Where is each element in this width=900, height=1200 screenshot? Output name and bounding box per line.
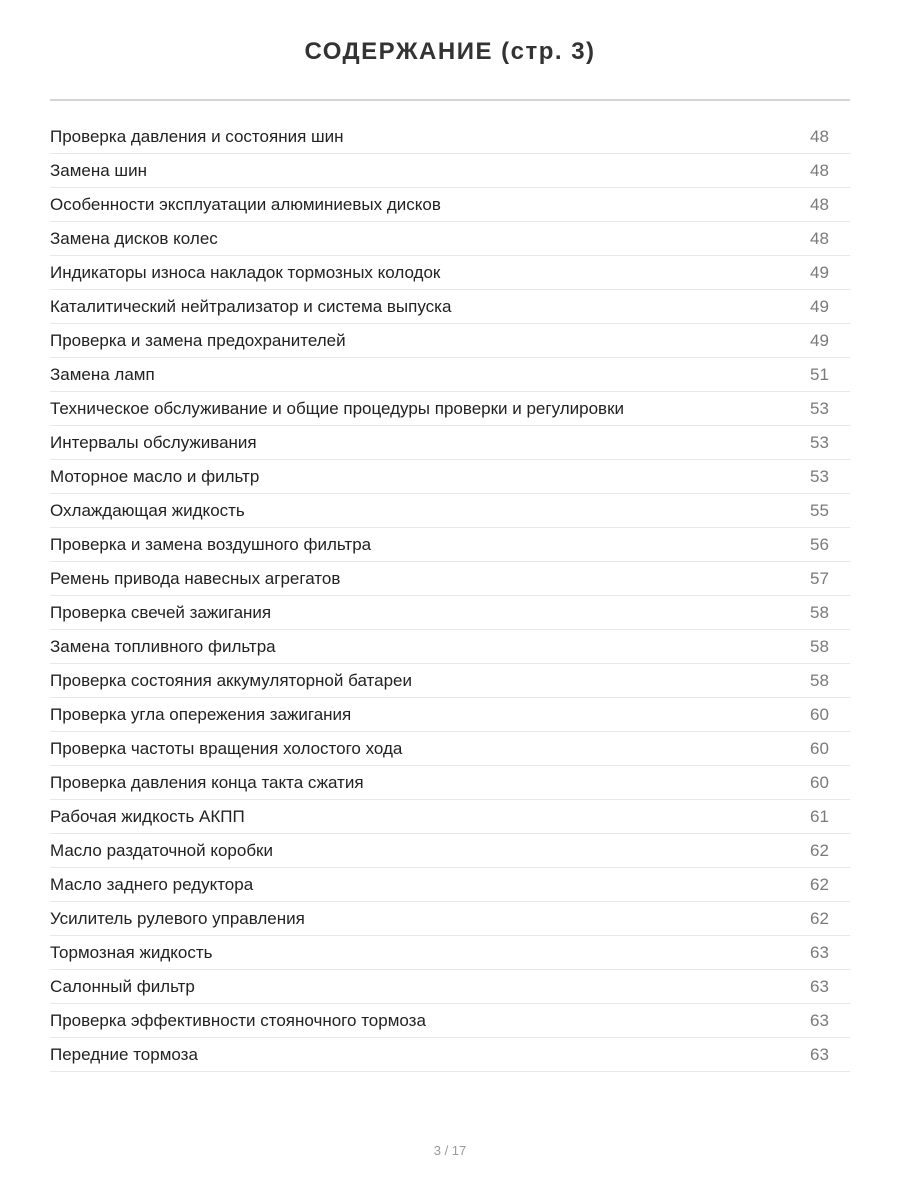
toc-entry-title: Масло заднего редуктора xyxy=(50,874,254,894)
toc-entry-page: 60 xyxy=(810,704,829,724)
toc-entry-title: Каталитический нейтрализатор и система выпуска xyxy=(50,296,452,316)
toc-entry[interactable] xyxy=(50,358,850,392)
page-title: СОДЕРЖАНИЕ (стр. 3) xyxy=(304,38,596,65)
toc-entry[interactable] xyxy=(50,256,850,290)
toc-entry-title: Интервалы обслуживания xyxy=(50,432,257,452)
toc-entry-title: Масло раздаточной коробки xyxy=(50,840,273,860)
toc-entry-title: Проверка состояния аккумуляторной батареи xyxy=(50,670,412,690)
toc-entry-title: Проверка и замена воздушного фильтра xyxy=(50,534,372,554)
toc-entry[interactable] xyxy=(50,834,850,868)
toc-entry-page: 62 xyxy=(810,840,829,860)
toc-entry[interactable] xyxy=(50,562,850,596)
toc-entry-title: Замена шин xyxy=(50,160,147,180)
toc-entry-title: Салонный фильтр xyxy=(50,976,195,996)
toc-entry-page: 58 xyxy=(810,670,829,690)
title-divider xyxy=(50,99,850,101)
toc-entry-page: 48 xyxy=(810,160,829,180)
toc-entry-page: 57 xyxy=(810,568,829,588)
toc-entry-title: Проверка угла опережения зажигания xyxy=(50,704,352,724)
toc-entry-page: 62 xyxy=(810,908,829,928)
toc-entry-title: Техническое обслуживание и общие процедуры проверки и регулировки xyxy=(50,398,625,418)
toc-entry-title: Проверка эффективности стояночного тормоза xyxy=(50,1010,426,1030)
toc-entry[interactable] xyxy=(50,154,850,188)
toc-entry[interactable] xyxy=(50,1038,850,1072)
toc-entry-title: Проверка свечей зажигания xyxy=(50,602,272,622)
table-of-contents xyxy=(50,120,850,1072)
toc-entry-page: 48 xyxy=(810,194,829,214)
toc-entry-page: 49 xyxy=(810,296,829,316)
toc-entry-title: Тормозная жидкость xyxy=(50,942,213,962)
toc-entry[interactable] xyxy=(50,426,850,460)
toc-entry-title: Индикаторы износа накладок тормозных колодок xyxy=(50,262,441,282)
toc-entry-title: Рабочая жидкость АКПП xyxy=(50,806,245,826)
toc-entry[interactable] xyxy=(50,324,850,358)
toc-entry[interactable] xyxy=(50,698,850,732)
toc-entry-title: Передние тормоза xyxy=(50,1044,198,1064)
toc-entry-page: 63 xyxy=(810,1010,829,1030)
toc-entry-title: Замена ламп xyxy=(50,364,155,384)
toc-entry[interactable] xyxy=(50,902,850,936)
toc-entry-title: Моторное масло и фильтр xyxy=(50,466,260,486)
toc-entry-title: Проверка частоты вращения холостого хода xyxy=(50,738,403,758)
toc-entry-title: Ремень привода навесных агрегатов xyxy=(50,568,341,588)
toc-entry-page: 58 xyxy=(810,636,829,656)
toc-entry-page: 63 xyxy=(810,942,829,962)
toc-entry[interactable] xyxy=(50,664,850,698)
toc-entry-page: 63 xyxy=(810,976,829,996)
toc-entry[interactable] xyxy=(50,596,850,630)
toc-entry-page: 51 xyxy=(810,364,829,384)
toc-entry[interactable] xyxy=(50,460,850,494)
toc-entry-page: 53 xyxy=(810,466,829,486)
toc-entry-page: 56 xyxy=(810,534,829,554)
toc-entry[interactable] xyxy=(50,1004,850,1038)
toc-entry-title: Особенности эксплуатации алюминиевых дисков xyxy=(50,194,441,214)
toc-entry-page: 62 xyxy=(810,874,829,894)
toc-entry-page: 48 xyxy=(810,228,829,248)
toc-entry[interactable] xyxy=(50,936,850,970)
toc-entry[interactable] xyxy=(50,800,850,834)
toc-entry-page: 49 xyxy=(810,262,829,282)
toc-entry-page: 58 xyxy=(810,602,829,622)
toc-entry-page: 63 xyxy=(810,1044,829,1064)
toc-entry[interactable] xyxy=(50,970,850,1004)
toc-entry[interactable] xyxy=(50,630,850,664)
toc-entry-page: 53 xyxy=(810,432,829,452)
toc-entry-page: 60 xyxy=(810,738,829,758)
toc-entry-title: Усилитель рулевого управления xyxy=(50,908,305,928)
toc-entry-page: 61 xyxy=(810,806,829,826)
toc-entry[interactable] xyxy=(50,528,850,562)
toc-entry[interactable] xyxy=(50,120,850,154)
toc-entry[interactable] xyxy=(50,494,850,528)
toc-entry[interactable] xyxy=(50,868,850,902)
toc-entry[interactable] xyxy=(50,392,850,426)
toc-entry-page: 60 xyxy=(810,772,829,792)
toc-entry-title: Замена дисков колес xyxy=(50,228,218,248)
toc-entry[interactable] xyxy=(50,290,850,324)
toc-entry-title: Проверка давления конца такта сжатия xyxy=(50,772,364,792)
toc-entry-page: 49 xyxy=(810,330,829,350)
toc-entry-page: 48 xyxy=(810,126,829,146)
toc-entry-page: 55 xyxy=(810,500,829,520)
toc-entry[interactable] xyxy=(50,766,850,800)
page-indicator: 3 / 17 xyxy=(433,1143,467,1158)
toc-entry-title: Замена топливного фильтра xyxy=(50,636,276,656)
toc-entry[interactable] xyxy=(50,732,850,766)
toc-entry-title: Охлаждающая жидкость xyxy=(50,500,245,520)
toc-entry-page: 53 xyxy=(810,398,829,418)
toc-entry-title: Проверка давления и состояния шин xyxy=(50,126,344,146)
toc-entry[interactable] xyxy=(50,188,850,222)
toc-entry-title: Проверка и замена предохранителей xyxy=(50,330,346,350)
toc-entry[interactable] xyxy=(50,222,850,256)
